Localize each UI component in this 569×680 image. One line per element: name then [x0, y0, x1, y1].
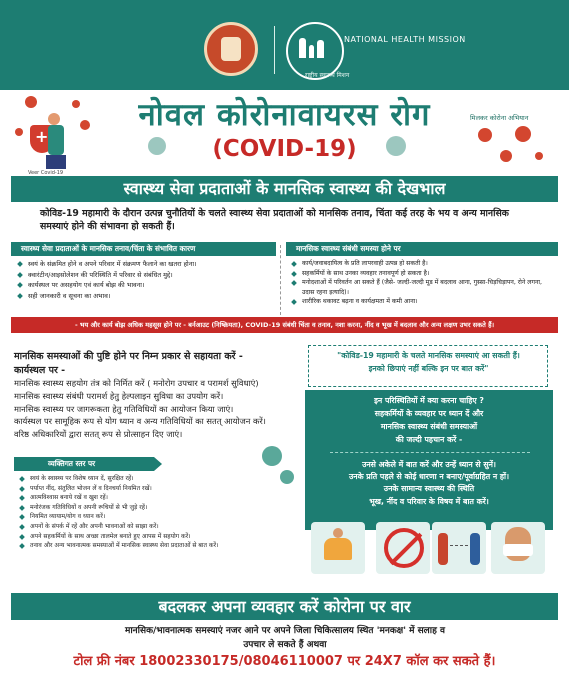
tollfree-line: टोल फ्री नंबर 18002330175/08046110007 पर 24X7 कॉल कर सकते हैं।: [73, 654, 496, 669]
distance-icon: [450, 545, 468, 546]
list-item: नियमित व्यायाम/योग व ध्यान करें।: [20, 512, 300, 522]
workplace-heading: मानसिक समस्याओं की पुष्टि होने पर निम्न प्रकार से सहायता करें - कार्यस्थल पर -: [14, 351, 243, 376]
family-tag: मिलकर कोरोना अभियान: [470, 114, 529, 122]
nhm-subtitle: राष्ट्रीय स्वास्थ्य मिशन: [305, 72, 350, 79]
list-item: अपने सहकर्मियों के साथ अच्छा तालमेल बनाते हुए आपस में सहयोग करें।: [20, 532, 300, 542]
virus-icon: [262, 446, 282, 466]
heading-arrow-icon: [154, 457, 162, 471]
header-divider: [274, 26, 275, 74]
list-item: मनोरंजक गतिविधियों व अपनी रूचियों से भी जुड़े रहें।: [20, 503, 300, 513]
slogan-banner: बदलकर अपना व्यवहार करें कोरोना पर वार: [11, 593, 558, 620]
state-emblem-icon: [204, 22, 258, 76]
family-figures-icon: [299, 36, 329, 58]
page-title: नोवल कोरोनावायरस रोग: [138, 97, 431, 133]
no-smoking-icon: [384, 528, 424, 568]
list-item: शारीरिक थकावट बढ़ना व कार्यक्षमता में कमी आना।: [292, 297, 554, 307]
nhm-title: NATIONAL HEALTH MISSION: [344, 35, 466, 44]
signs-heading: मानसिक स्वास्थ्य संबंधी समस्या होने पर: [286, 242, 558, 256]
list-item: तनाव और अन्य भावनात्मक समस्याओं में मानसिक स्वास्थ्य सेवा प्रदाताओं से बात करें।: [20, 541, 300, 551]
yoga-icon: [324, 538, 352, 560]
yoga-head-icon: [333, 528, 343, 538]
list-item: मानसिक स्वास्थ्य पर जागरूकता हेतु गतिविधियों का आयोजन किया जाएं।: [14, 403, 234, 414]
mask-icon: [503, 544, 533, 556]
person-icon: [438, 533, 448, 565]
causes-list: [18, 259, 276, 301]
page-subtitle: (COVID-19): [212, 136, 357, 162]
list-item: कार्यस्थल पर असहयोग एवं कार्य बोझ की भावना।: [18, 280, 276, 291]
causes-heading: स्वास्थ्य सेवा प्रदाताओं के मानसिक तनाव/चिंता के संभावित कारण: [11, 242, 276, 256]
veer-label: Veer Covid-19: [28, 170, 64, 176]
list-item: क्वारंटीन/आइसोलेशन की परिस्थिति में परिवार से संबंधित मुद्दे।: [18, 270, 276, 281]
list-item: कार्यस्थल पर सामूहिक रूप से योग ध्यान व अन्य गतिविधियों का सतत् आयोजन करें।: [14, 416, 266, 427]
list-item: सही जानकारी व सूचना का अभाव।: [18, 291, 276, 302]
list-item: मानसिक स्वास्थ्य सहयोग तंत्र को निर्मित करें ( मनोरोग उपचार व परामर्श सुविधाएं): [14, 378, 259, 388]
list-item: कार्य/जवाबदायित्व के प्रति लापरवाही उत्पन्न हो सकती है।: [292, 259, 554, 269]
signs-list: [292, 259, 554, 307]
list-item: वरिष्ठ अधिकारियों द्वारा सतत् रूप से प्रोत्साहन दिए जाएं।: [14, 429, 183, 440]
list-item: मनोदशाओं में परिवर्तन आ सकते हैं (जैसे- जल्दी-जल्दी मूड में बदलाव आना, गुस्सा-चिड़चिड़ापन, रोने लगना, उदास रहना इत्यादि)।: [292, 278, 554, 297]
advice-divider: [330, 452, 530, 453]
list-item: आत्मविश्वास बनाये रखें व खुश रहें।: [20, 493, 300, 503]
footer-note: मानसिक/भावनात्मक समस्याएं नजर आने पर अपने जिला चिकित्सालय स्थित 'मनकक्ष' में सलाह व उपचार ले सकते हैं अथवा: [124, 626, 446, 650]
personal-heading: व्यक्तिगत स्तर पर: [14, 457, 154, 471]
list-item: स्वयं के संक्रमित होने व अपने परिवार में संक्रमण फैलाने का खतरा होना।: [18, 259, 276, 270]
workplace-list: [14, 377, 314, 441]
column-divider: [280, 245, 281, 315]
advice-part2: उनसे अकेले में बात करें और उन्हें ध्यान से सुनें। उनके प्रति पहले से कोई धारणा न बनाए/पूर्वाग्रहित न हों। उनके सामान्य स्वास्थ्य की स्थिति भूख, नींद व परिवार के विषय में बात करें।: [348, 460, 510, 506]
virus-icon: [280, 470, 294, 484]
personal-list: [20, 474, 300, 551]
intro-text: कोविड-19 महामारी के दौरान उत्पन्न चुनौतियों के चलते स्वास्थ्य सेवा प्रदाताओं को मानसिक तनाव, चिंता कई तरह के भय व अन्य मानसिक समस्याएं होने की संभावना हो सकती हैं।: [40, 208, 509, 232]
list-item: अपनों के संपर्क में रहें और अपनी भावनाओं को साझा करें।: [20, 522, 300, 532]
list-item: मानसिक स्वास्थ्य संबंधी परामर्श हेतु हेल्पलाइन सुविधा का उपयोग करें।: [14, 390, 224, 401]
quote-text: "कोविड-19 महामारी के चलते मानसिक समस्याएं आ सकती हैं। इनको छिपाएं नहीं बल्कि इन पर बात करें": [337, 351, 520, 373]
person-icon: [470, 533, 480, 565]
warning-bar: - भय और कार्य बोझ अधिक महसूस होने पर - बर्नआउट (निष्क्रियता), COVID-19 संबंधी चिंता व तनाव, नशा करना, नींद व भूख में बदलाव और अन्य लक्षण उभर सकते हैं।: [11, 317, 558, 333]
list-item: पर्याप्त नींद, संतुलित भोजन लें व दिनचर्या नियमित रखें।: [20, 484, 300, 494]
list-item: सहकर्मियों के साथ उनका व्यवहार तनावपूर्ण हो सकता है।: [292, 269, 554, 279]
section-banner: स्वास्थ्य सेवा प्रदाताओं के मानसिक स्वास्थ्य की देखभाल: [11, 176, 558, 202]
advice-part1: इन परिस्थितियों में क्या करना चाहिए ? सहकर्मियों के व्यवहार पर ध्यान दें और मानसिक स्वास्थ्य संबंधी समस्याओं की जल्दी पहचान करें -: [374, 396, 484, 444]
header-bar: [0, 0, 569, 90]
list-item: स्वयं के स्वास्थ्य पर विशेष ध्यान दें, सुरक्षित रहें।: [20, 474, 300, 484]
